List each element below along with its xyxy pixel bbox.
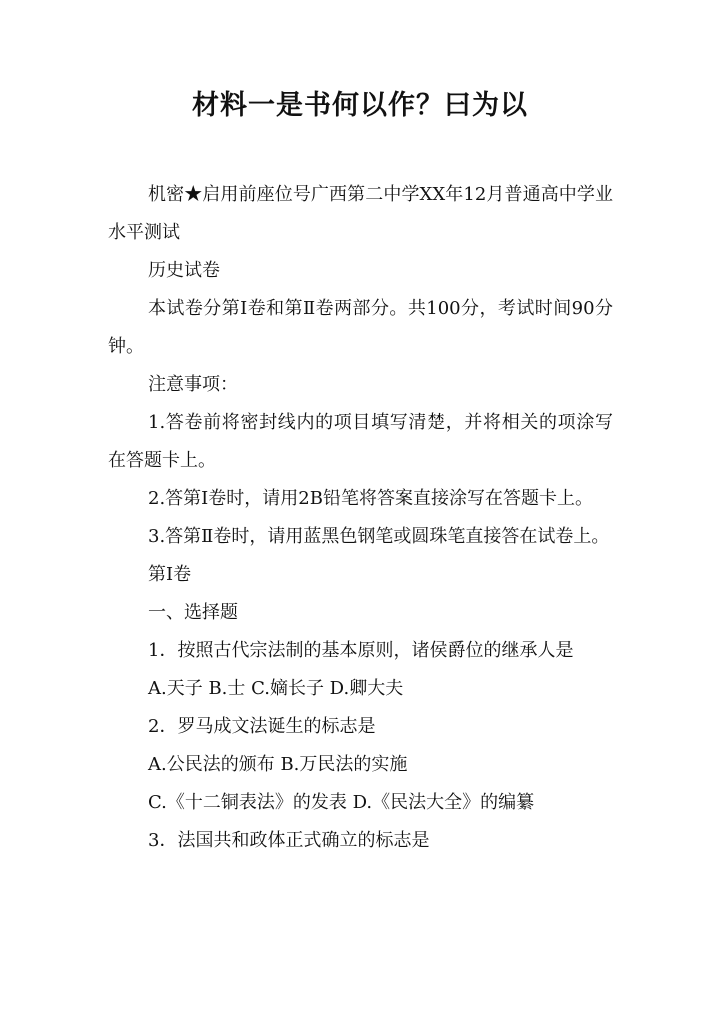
paragraph-notice-2: 2.答第Ⅰ卷时，请用2B铅笔将答案直接涂写在答题卡上。: [148, 488, 593, 509]
paragraph-header: 机密★启用前座位号广西第二中学XX年12月普通高中学业水平测试: [108, 184, 613, 243]
paragraph-section-choice: 一、选择题: [148, 602, 238, 623]
paragraph-question-3: 3．法国共和政体正式确立的标志是: [148, 830, 430, 851]
paragraph-exam-info: 本试卷分第Ⅰ卷和第Ⅱ卷两部分。共100分，考试时间90分钟。: [108, 298, 613, 357]
document-body: [108, 176, 613, 860]
paragraph-question-1-options: A.天子 B.士 C.嫡长子 D.卿大夫: [148, 678, 404, 699]
paragraph-question-2-options-ab: A.公民法的颁布 B.万民法的实施: [148, 754, 408, 775]
paragraph-question-1: 1．按照古代宗法制的基本原则，诸侯爵位的继承人是: [148, 640, 574, 661]
document-title: 材料一是书何以作？曰为以: [192, 90, 528, 121]
paragraph-question-2: 2．罗马成文法诞生的标志是: [148, 716, 376, 737]
paragraph-notice-heading: 注意事项：: [148, 374, 238, 395]
paragraph-notice-3: 3.答第Ⅱ卷时，请用蓝黑色钢笔或圆珠笔直接答在试卷上。: [148, 526, 610, 547]
paragraph-volume-1: 第Ⅰ卷: [148, 564, 192, 585]
paragraph-notice-1: 1.答卷前将密封线内的项目填写清楚，并将相关的项涂写在答题卡上。: [108, 412, 613, 471]
paragraph-question-2-options-cd: C.《十二铜表法》的发表 D.《民法大全》的编纂: [148, 792, 535, 813]
paragraph-subject: 历史试卷: [148, 260, 220, 281]
